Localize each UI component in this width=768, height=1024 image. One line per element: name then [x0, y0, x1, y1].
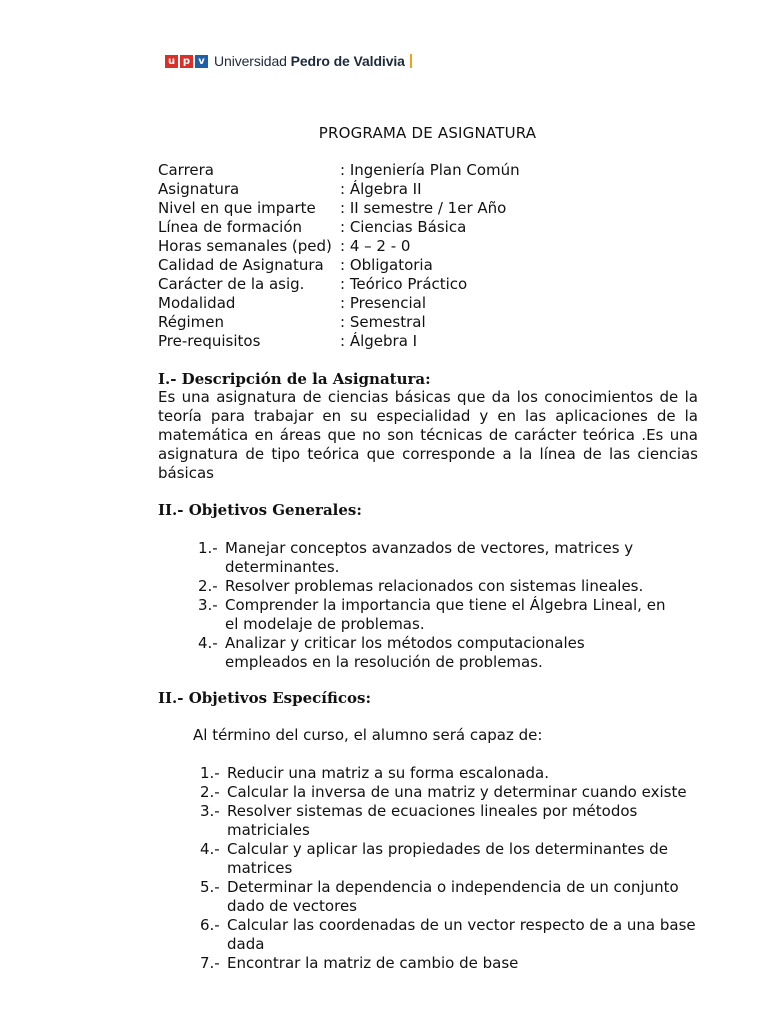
- info-label: Asignatura: [158, 180, 240, 198]
- info-label: Modalidad: [158, 294, 236, 312]
- logo-text-bold: Pedro de Valdivia: [290, 52, 405, 69]
- list-item: [200, 764, 697, 783]
- info-row: [158, 180, 520, 199]
- list-item: [200, 954, 697, 973]
- info-row: [158, 161, 520, 180]
- list-item: [198, 634, 668, 672]
- logo-bar: [410, 54, 412, 68]
- list-item-number: 4.-: [198, 634, 218, 652]
- list-item-number: 5.-: [200, 878, 220, 896]
- info-row: [158, 313, 520, 332]
- course-info-table: [158, 161, 520, 351]
- info-value: : Ingeniería Plan Común: [340, 161, 520, 179]
- section-heading-specific-objectives: II.- Objetivos Específicos:: [158, 689, 372, 707]
- list-item-text: Determinar la dependencia o independencia de un conjunto dado de vectores: [227, 878, 679, 915]
- info-row: [158, 256, 520, 275]
- section-heading-general-objectives: II.- Objetivos Generales:: [158, 501, 362, 519]
- page-title-text: PROGRAMA DE ASIGNATURA: [318, 124, 537, 142]
- list-item-number: 7.-: [200, 954, 220, 972]
- list-item-number: 1.-: [198, 539, 218, 557]
- list-item-number: 3.-: [198, 596, 218, 614]
- logo-letter-p: p: [180, 55, 193, 68]
- list-item: [200, 840, 697, 878]
- info-row: [158, 218, 520, 237]
- info-label: Línea de formación: [158, 218, 303, 236]
- list-item-text: Calcular y aplicar las propiedades de los determinantes de matrices: [227, 840, 669, 877]
- info-value: : Ciencias Básica: [340, 218, 467, 236]
- logo-letter-u: u: [165, 55, 178, 68]
- logo-text-regular: Universidad: [214, 52, 291, 69]
- info-value: : 4 – 2 - 0: [340, 237, 411, 255]
- list-item: [200, 916, 697, 954]
- info-value: : II semestre / 1er Año: [340, 199, 507, 217]
- logo-text: [214, 52, 405, 71]
- list-item-number: 2.-: [198, 577, 218, 595]
- info-row: [158, 237, 520, 256]
- list-item: [200, 802, 697, 840]
- section-heading-description: I.- Descripción de la Asignatura:: [158, 370, 431, 388]
- info-row: [158, 275, 520, 294]
- info-row: [158, 199, 520, 218]
- list-item: [200, 878, 697, 916]
- info-value: : Teórico Práctico: [340, 275, 468, 293]
- specific-objectives-list: [200, 764, 697, 973]
- list-item-text: Resolver problemas relacionados con sistemas lineales.: [225, 577, 644, 595]
- list-item-text: Comprender la importancia que tiene el Álgebra Lineal, en el modelaje de problemas.: [225, 596, 666, 633]
- list-item-number: 2.-: [200, 783, 220, 801]
- info-label: Régimen: [158, 313, 225, 331]
- info-value: : Presencial: [340, 294, 426, 312]
- university-logo: [165, 52, 412, 70]
- info-row: [158, 332, 520, 351]
- list-item: [200, 783, 697, 802]
- info-label: Nivel en que imparte: [158, 199, 316, 217]
- list-item-text: Reducir una matriz a su forma escalonada.: [227, 764, 549, 782]
- list-item-text: Resolver sistemas de ecuaciones lineales por métodos matriciales: [227, 802, 638, 839]
- list-item-number: 6.-: [200, 916, 220, 934]
- list-item-text: Analizar y criticar los métodos computacionales empleados en la resolución de problemas.: [225, 634, 585, 671]
- info-label: Horas semanales (ped): [158, 237, 332, 255]
- list-item-text: Calcular la inversa de una matriz y determinar cuando existe: [227, 783, 687, 801]
- description-text: Es una asignatura de ciencias básicas que da los conocimientos de la teoría para trabajar en su especialidad y en las aplicaciones de la matemática en áreas que no son técnicas de carácter teórica .Es una asignatura de tipo teórica que corresponde a la línea de las ciencias básicas: [158, 388, 698, 482]
- list-item-text: Manejar conceptos avanzados de vectores, matrices y determinantes.: [225, 539, 634, 576]
- info-label: Carácter de la asig.: [158, 275, 305, 293]
- page-title: [0, 124, 768, 143]
- info-value: : Álgebra II: [340, 180, 422, 198]
- info-value: : Obligatoria: [340, 256, 433, 274]
- list-item: [198, 577, 668, 596]
- specific-objectives-intro: Al término del curso, el alumno será capaz de:: [193, 726, 543, 744]
- list-item-number: 3.-: [200, 802, 220, 820]
- description-paragraph: [158, 388, 698, 483]
- info-label: Carrera: [158, 161, 214, 179]
- info-value: : Semestral: [340, 313, 426, 331]
- info-value: : Álgebra I: [340, 332, 418, 350]
- list-item-text: Encontrar la matriz de cambio de base: [227, 954, 519, 972]
- info-label: Calidad de Asignatura: [158, 256, 324, 274]
- logo-letter-v: v: [195, 55, 208, 68]
- list-item: [198, 596, 668, 634]
- info-label: Pre-requisitos: [158, 332, 261, 350]
- info-row: [158, 294, 520, 313]
- list-item-text: Calcular las coordenadas de un vector respecto de a una base dada: [227, 916, 696, 953]
- general-objectives-list: [198, 539, 668, 672]
- list-item-number: 1.-: [200, 764, 220, 782]
- list-item-number: 4.-: [200, 840, 220, 858]
- list-item: [198, 539, 668, 577]
